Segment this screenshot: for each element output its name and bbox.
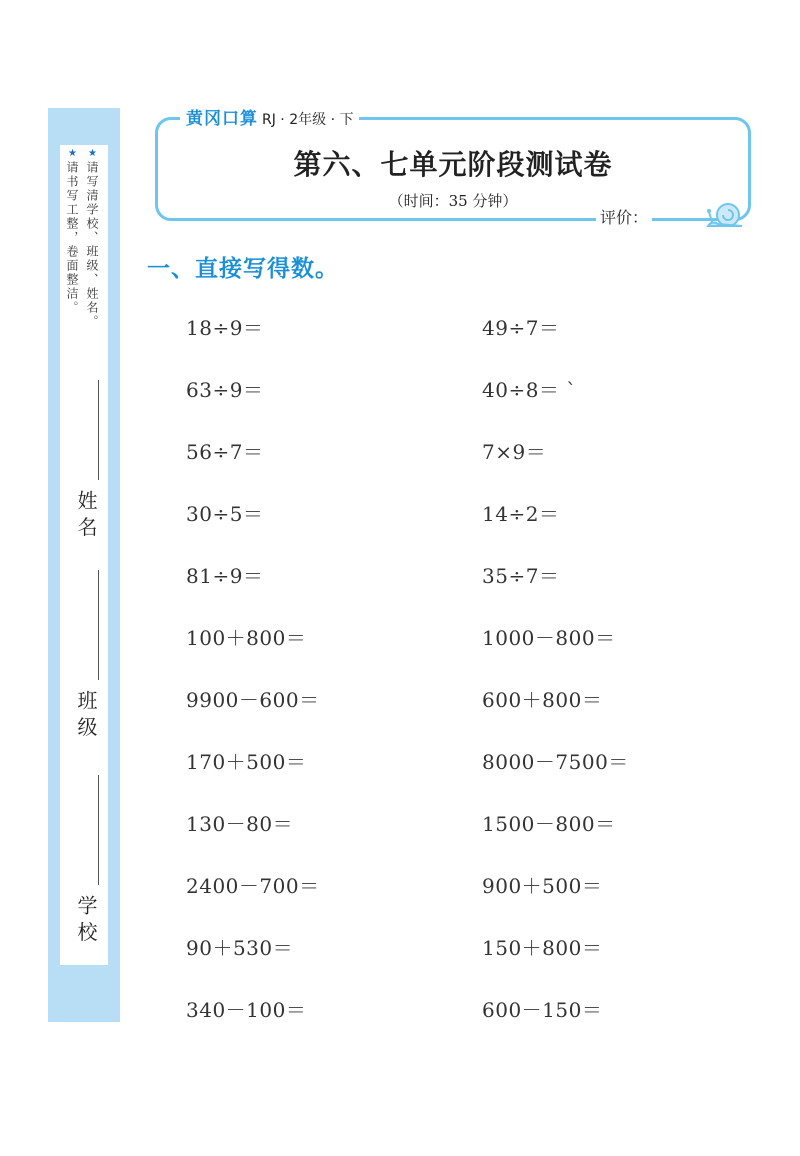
question-left-2[interactable]: 63÷9＝ bbox=[186, 378, 264, 402]
question-right-6[interactable]: 1000－800＝ bbox=[482, 626, 616, 650]
question-left-12[interactable]: 340－100＝ bbox=[186, 998, 307, 1022]
grade-label: RJ · 2年级 · 下 bbox=[262, 112, 354, 128]
question-left-3[interactable]: 56÷7＝ bbox=[186, 440, 264, 464]
question-right-5[interactable]: 35÷7＝ bbox=[482, 564, 560, 588]
snail-icon bbox=[704, 198, 748, 228]
name-field-line[interactable] bbox=[98, 380, 99, 480]
question-right-3[interactable]: 7×9＝ bbox=[482, 440, 547, 464]
star-icon: ★ bbox=[67, 148, 78, 161]
school-field-line[interactable] bbox=[98, 775, 99, 885]
duration-label: （时间：35 分钟） bbox=[388, 192, 518, 210]
star-icon: ★ bbox=[87, 148, 98, 161]
question-left-11[interactable]: 90＋530＝ bbox=[186, 936, 294, 960]
question-left-7[interactable]: 9900－600＝ bbox=[186, 688, 320, 712]
class-field-label: 班 级 bbox=[74, 690, 98, 737]
question-right-11[interactable]: 150＋800＝ bbox=[482, 936, 603, 960]
question-left-4[interactable]: 30÷5＝ bbox=[186, 502, 264, 526]
instruction-note-1: ★请写清学校、班级、姓名。 bbox=[85, 148, 99, 329]
instruction-note-2: ★请书写工整，卷面整洁。 bbox=[65, 148, 79, 315]
school-field-label: 学 校 bbox=[74, 895, 98, 942]
question-left-9[interactable]: 130－80＝ bbox=[186, 812, 294, 836]
page-title: 第六、七单元阶段测试卷 bbox=[293, 148, 613, 181]
question-left-1[interactable]: 18÷9＝ bbox=[186, 316, 264, 340]
question-right-2[interactable]: 40÷8＝ ` bbox=[482, 378, 577, 402]
question-right-12[interactable]: 600－150＝ bbox=[482, 998, 603, 1022]
section-heading: 一、直接写得数。 bbox=[147, 256, 339, 282]
brand-label bbox=[180, 104, 359, 129]
question-right-8[interactable]: 8000－7500＝ bbox=[482, 750, 629, 774]
question-right-4[interactable]: 14÷2＝ bbox=[482, 502, 560, 526]
question-left-6[interactable]: 100＋800＝ bbox=[186, 626, 307, 650]
question-left-10[interactable]: 2400－700＝ bbox=[186, 874, 320, 898]
question-left-8[interactable]: 170＋500＝ bbox=[186, 750, 307, 774]
question-right-1[interactable]: 49÷7＝ bbox=[482, 316, 560, 340]
question-right-10[interactable]: 900＋500＝ bbox=[482, 874, 603, 898]
question-left-5[interactable]: 81÷9＝ bbox=[186, 564, 264, 588]
name-field-label: 姓 名 bbox=[74, 490, 98, 537]
question-right-7[interactable]: 600＋800＝ bbox=[482, 688, 603, 712]
rating-label: 评价： bbox=[596, 205, 652, 228]
class-field-line[interactable] bbox=[98, 570, 99, 680]
question-right-9[interactable]: 1500－800＝ bbox=[482, 812, 616, 836]
brand-logo: 黄冈口算 bbox=[186, 109, 258, 129]
